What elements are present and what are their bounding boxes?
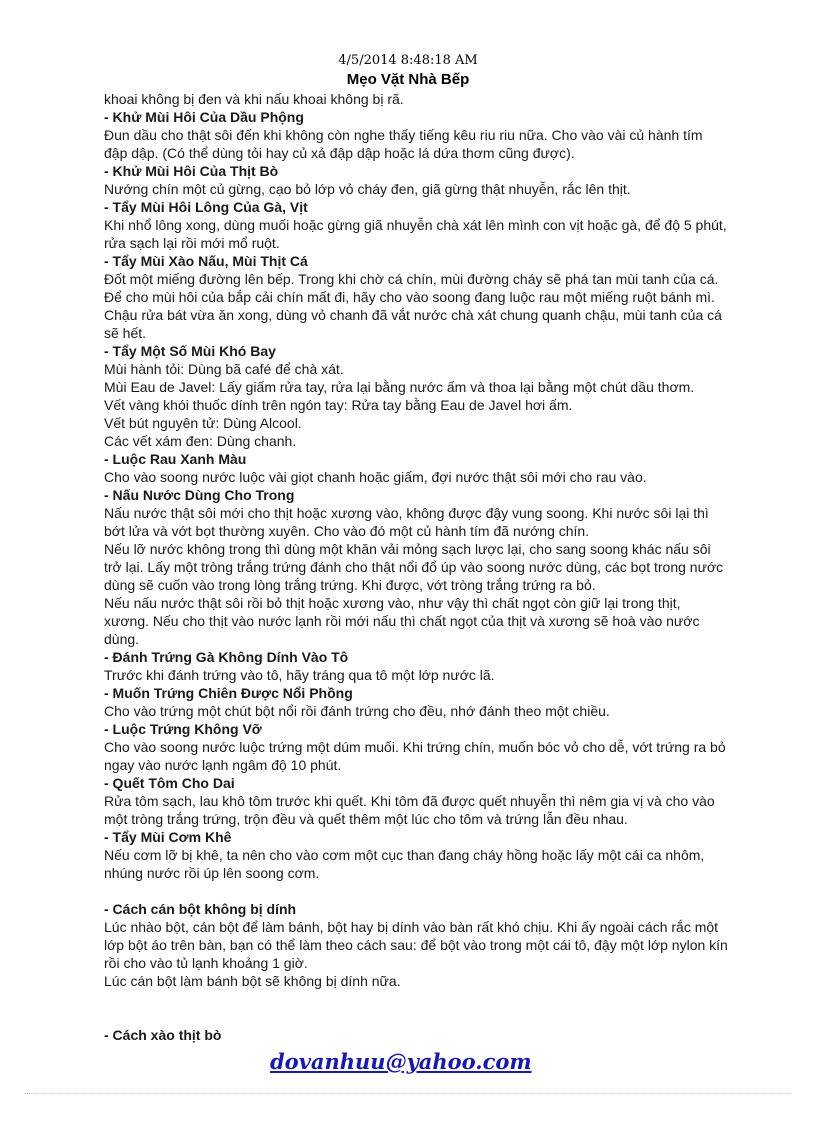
body-line: rửa sạch lại rồi mới mổ ruột. <box>104 235 280 251</box>
body-line: bớt lửa và vớt bọt thường xuyên. Cho vào đó một củ hành tím đã nướng chín. <box>104 523 590 539</box>
body-line: Nếu cơm lỡ bị khê, ta nên cho vào cơm một cục than đang cháy hồng hoặc lấy một cái ca nhôm, <box>104 847 705 863</box>
author-email-link[interactable]: dovanhuu@yahoo.com <box>270 1049 532 1074</box>
section-heading: - Cách xào thịt bò <box>104 1027 222 1043</box>
section-heading: - Đánh Trứng Gà Không Dính Vào Tô <box>104 649 349 665</box>
section-heading: - Muốn Trứng Chiên Được Nổi Phồng <box>104 685 353 701</box>
section-heading: - Khử Mùi Hôi Của Thịt Bò <box>104 163 279 179</box>
body-line: Cho vào trứng một chút bột nổi rồi đánh trứng cho đều, nhớ đánh theo một chiều. <box>104 703 610 719</box>
body-line: Đun dầu cho thật sôi đến khi không còn nghe thấy tiếng kêu riu riu nữa. Cho vào vài củ hành tím <box>104 127 703 143</box>
section-heading: - Tẩy Mùi Hôi Lông Của Gà, Vịt <box>104 199 308 215</box>
body-line: sẽ hết. <box>104 325 147 341</box>
section-heading: - Khử Mùi Hôi Của Dầu Phộng <box>104 109 304 125</box>
body-line: Khi nhổ lông xong, dùng muối hoặc gừng giã nhuyễn chà xát lên mình con vịt hoặc gà, để độ 5 phút, <box>104 217 727 233</box>
body-line: Nếu lỡ nước không trong thì dùng một khăn vải mỏng sạch lược lại, cho sang soong khác nấu sôi <box>104 541 711 557</box>
section-heading: - Nấu Nước Dùng Cho Trong <box>104 487 295 503</box>
body-line: ngay vào nước lạnh ngâm độ 10 phút. <box>104 757 342 773</box>
section-heading: - Quết Tôm Cho Dai <box>104 775 235 791</box>
body-line: nhúng nước rồi úp lên soong cơm. <box>104 865 320 881</box>
body-line: Các vết xám đen: Dùng chanh. <box>104 433 297 449</box>
body-line: Trước khi đánh trứng vào tô, hãy tráng qua tô một lớp nước lã. <box>104 667 495 683</box>
section-heading: - Tẩy Mùi Cơm Khê <box>104 829 232 845</box>
body-line: Để cho mùi hôi của bắp cải chín mất đi, hãy cho vào soong đang luộc rau một miếng ruột bánh mì. <box>104 289 715 305</box>
body-line: Vết bút nguyên tử: Dùng Alcool. <box>104 415 302 431</box>
body-line: khoai không bị đen và khi nấu khoai không bị rã. <box>104 91 404 107</box>
document-body <box>104 90 764 1044</box>
body-line: Rửa tôm sạch, lau khô tôm trước khi quết. Khi tôm đã được quết nhuyễn thì nêm gia vị và cho vào <box>104 793 715 809</box>
blank-line <box>104 990 764 1026</box>
body-line: trở lại. Lấy một tròng trắng trứng đánh cho thật nổi đổ úp vào soong nước dùng, các bọt trong nước <box>104 559 724 575</box>
body-line: Lúc nhào bột, cán bột để làm bánh, bột hay bị dính vào bàn rất khó chịu. Khi ấy ngoài cách rắc một <box>104 919 719 935</box>
body-line: xương. Nếu cho thịt vào nước lạnh rồi mới nấu thì chất ngọt của thịt và xương sẽ hoà vào nước <box>104 613 700 629</box>
body-line: Vết vàng khói thuốc dính trên ngón tay: Rửa tay bằng Eau de Javel hơi ấm. <box>104 397 573 413</box>
blank-line <box>104 882 764 900</box>
body-line: Chậu rửa bát vừa ăn xong, dùng vỏ chanh đã vắt nước chà xát chung quanh chậu, mùi tanh của cá <box>104 307 722 323</box>
section-heading: - Luộc Trứng Không Vỡ <box>104 721 262 737</box>
body-line: lớp bột áo trên bàn, bạn có thể làm theo cách sau: để bột vào trong một cái tô, đậy một lớp nylon kín <box>104 937 728 953</box>
section-heading: - Cách cán bột không bị dính <box>104 901 297 917</box>
body-line: Đốt một miếng đường lên bếp. Trong khi chờ cá chín, mùi đường cháy sẽ phá tan mùi tanh của cá. <box>104 271 719 287</box>
body-line: Cho vào soong nước luộc trứng một dúm muối. Khi trứng chín, muốn bóc vỏ cho dễ, vớt trứng ra bỏ <box>104 739 726 755</box>
body-line: Nếu nấu nước thật sôi rồi bỏ thịt hoặc xương vào, như vậy thì chất ngọt còn giữ lại trong thịt, <box>104 595 681 611</box>
body-line: một tròng trắng trứng, trộn đều và quết thêm một lúc cho tôm và trứng lẫn đều nhau. <box>104 811 628 827</box>
section-heading: - Tẩy Mùi Xào Nấu, Mùi Thịt Cá <box>104 253 308 269</box>
body-line: đập dập. (Có thể dùng tỏi hay củ xả đập dập hoặc lá dứa thơm cũng được). <box>104 145 575 161</box>
body-line: dùng sẽ cuốn vào trong lòng trắng trứng. Khi được, vớt tròng trắng trứng ra bỏ. <box>104 577 596 593</box>
page-break-divider <box>24 1093 792 1094</box>
body-line: Nấu nước thật sôi mới cho thịt hoặc xương vào, không được đậy vung soong. Khi nước sôi lại thì <box>104 505 709 521</box>
section-heading: - Luộc Rau Xanh Màu <box>104 451 247 467</box>
print-timestamp: 4/5/2014 8:48:18 AM <box>338 53 478 68</box>
body-line: Cho vào soong nước luộc vài giọt chanh hoặc giấm, đợi nước thật sôi mới cho rau vào. <box>104 469 647 485</box>
body-line: Nướng chín một củ gừng, cạo bỏ lớp vỏ cháy đen, giã gừng thật nhuyễn, rắc lên thịt. <box>104 181 631 197</box>
body-line: Mùi Eau de Javel: Lấy giấm rửa tay, rửa lại bằng nước ấm và thoa lại bằng một chút dầu thơm. <box>104 379 695 395</box>
body-line: rồi cho vào tủ lạnh khoảng 1 giờ. <box>104 955 308 971</box>
body-line: dùng. <box>104 631 140 647</box>
body-line: Lúc cán bột làm bánh bột sẽ không bị dính nữa. <box>104 973 401 989</box>
section-heading: - Tẩy Một Số Mùi Khó Bay <box>104 343 276 359</box>
body-line: Mùi hành tỏi: Dùng bã café để chà xát. <box>104 361 344 377</box>
document-title: Mẹo Vặt Nhà Bếp <box>346 71 470 88</box>
